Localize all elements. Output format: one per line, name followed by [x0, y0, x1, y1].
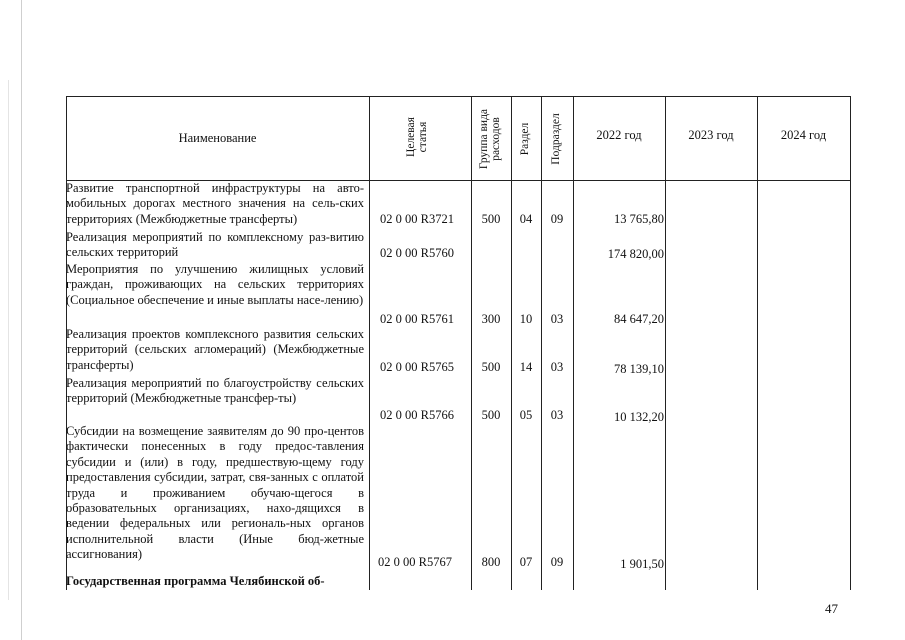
page-number: 47 [825, 601, 838, 616]
row-code: 02 0 00 R5767 [378, 555, 452, 569]
row-code: 02 0 00 R5760 [380, 246, 454, 260]
header-year-2022: 2022 год [596, 128, 642, 142]
row-name: Субсидии на возмещение заявителям до 90 про-центов фактически понесенных в году предос-тавления субсидии и (или) в году, предшествую-щему году предоставления субсидии, затрат, свя-занных с оплатой труда и проживанием обучаю-щегося в образовательных организациях, нахо-дящихся в ведении федеральных или региональ-ных органов исполнительной власти (Иные бюд-жетные ассигнования) [66, 424, 364, 562]
scan-edge-secondary [8, 80, 9, 600]
row-section: 05 [519, 408, 533, 422]
row-name: Мероприятия по улучшению жилищных условий граждан, проживающих на сельских территориях (Социальное обеспечение и иные выплаты насе-лению) [66, 262, 364, 307]
header-year-2024: 2024 год [780, 128, 827, 142]
grid-line [541, 96, 542, 590]
row-value-2022: 10 132,20 [614, 410, 664, 424]
grid-line [850, 96, 851, 590]
grid-line [665, 96, 666, 590]
grid-line [471, 96, 472, 590]
row-value-2022: 13 765,80 [614, 212, 664, 226]
grid-line [757, 96, 758, 590]
row-section: 10 [519, 312, 533, 326]
scan-edge [21, 0, 22, 640]
row-value-2022: 78 139,10 [614, 362, 664, 376]
row-subsection: 09 [550, 555, 564, 569]
header-year-2023: 2023 год [688, 128, 734, 142]
row-group: 500 [481, 360, 501, 374]
header-target-article: Целевая статья [405, 117, 429, 157]
row-subsection: 03 [550, 312, 564, 326]
row-name: Реализация мероприятий по комплексному раз-витию сельских территорий [66, 230, 364, 260]
row-value-2022: 84 647,20 [614, 312, 664, 326]
grid-line [369, 96, 370, 590]
header-name: Наименование [178, 131, 257, 145]
grid-line [573, 96, 574, 590]
header-subsection: Подраздел [550, 113, 562, 165]
row-name: Реализация проектов комплексного развития сельских территорий (сельских агломераций) (Межбюджетные трансферты) [66, 327, 364, 372]
grid-line [511, 96, 512, 590]
row-value-2022: 174 820,00 [607, 247, 664, 261]
row-group: 300 [481, 312, 501, 326]
row-group: 500 [481, 212, 501, 226]
header-expense-group: Группа вида расходов [478, 108, 502, 170]
table-top-border [66, 96, 851, 97]
row-section: 04 [519, 212, 533, 226]
row-group: 500 [481, 408, 501, 422]
row-subsection: 09 [550, 212, 564, 226]
row-subsection: 03 [550, 360, 564, 374]
row-value-2022: 1 901,50 [620, 557, 664, 571]
header-section: Раздел [519, 122, 531, 156]
row-code: 02 0 00 R5761 [380, 312, 454, 326]
row-subsection: 03 [550, 408, 564, 422]
row-code: 02 0 00 R5766 [380, 408, 454, 422]
row-name: Развитие транспортной инфраструктуры на авто-мобильных дорогах местного значения на сель-ских территориях (Межбюджетные трансферты) [66, 181, 364, 226]
row-name: Реализация мероприятий по благоустройству сельских территорий (Межбюджетные трансфер-ты) [66, 376, 364, 406]
row-name: Государственная программа Челябинской об- [66, 574, 325, 588]
row-section: 07 [519, 555, 533, 569]
row-code: 02 0 00 R3721 [380, 212, 454, 226]
row-section: 14 [519, 360, 533, 374]
row-code: 02 0 00 R5765 [380, 360, 454, 374]
row-group: 800 [481, 555, 501, 569]
